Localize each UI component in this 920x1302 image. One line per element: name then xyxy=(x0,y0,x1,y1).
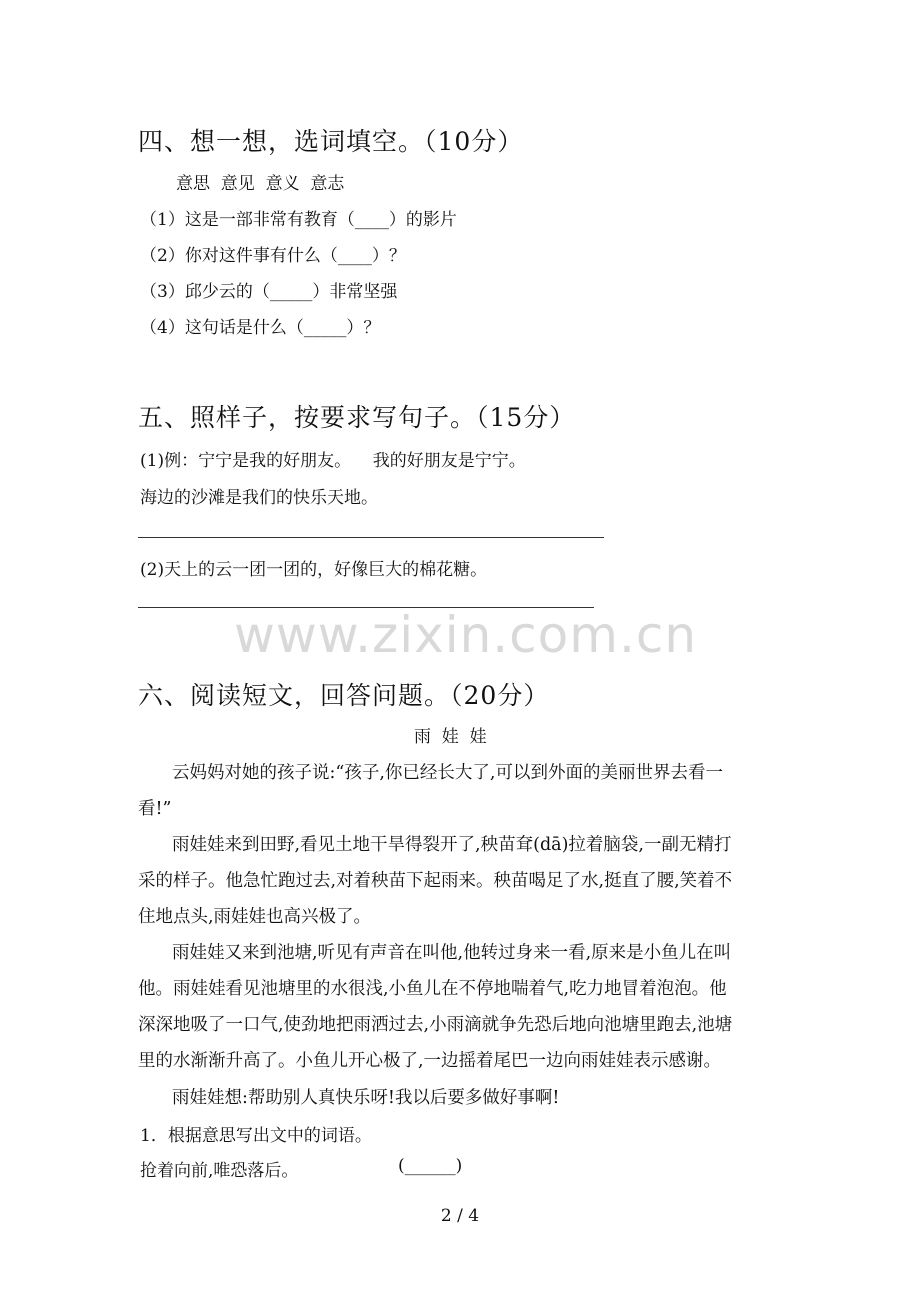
story-line: 深深地吸了一口气,使劲地把雨洒过去,小雨滴就争先恐后地向池塘里跑去,池塘 xyxy=(138,1015,733,1035)
page-number: 2 / 4 xyxy=(440,1206,480,1226)
fill-item-4: （4）这句话是什么（_____）？ xyxy=(140,318,381,338)
story-line: 雨娃娃来到田野,看见土地干旱得裂开了,秧苗耷(dā)拉着脑袋,一副无精打 xyxy=(172,835,732,855)
rewrite-example: (1)例：宁宁是我的好朋友。 我的好朋友是宁宁。 xyxy=(140,451,526,471)
story-line: 云妈妈对她的孩子说:“孩子,你已经长大了,可以到外面的美丽世界去看一 xyxy=(172,763,723,783)
story-title: 雨 娃 娃 xyxy=(414,727,487,747)
section-5-heading: 五、照样子，按要求写句子。（15分） xyxy=(138,403,576,432)
rewrite-prompt-1: 海边的沙滩是我们的快乐天地。 xyxy=(140,488,378,508)
answer-line-1[interactable] xyxy=(138,537,604,538)
section-4-heading: 四、想一想，选词填空。（10分） xyxy=(138,127,524,156)
fill-item-1: （1）这是一部非常有教育（____）的影片 xyxy=(140,210,457,230)
section-6-heading: 六、阅读短文，回答问题。（20分） xyxy=(138,681,550,710)
story-line: 看!” xyxy=(138,799,172,819)
story-line: 他。雨娃娃看见池塘里的水很浅,小鱼儿在不停地喘着气,吃力地冒着泡泡。他 xyxy=(138,979,727,999)
question-1: 1．根据意思写出文中的词语。 xyxy=(140,1126,372,1146)
story-line: 住地点头,雨娃娃也高兴极了。 xyxy=(138,907,372,927)
rewrite-prompt-2: (2)天上的云一团一团的，好像巨大的棉花糖。 xyxy=(140,560,488,580)
story-line: 雨娃娃又来到池塘,听见有声音在叫他,他转过身来一看,原来是小鱼儿在叫 xyxy=(172,943,732,963)
word-bank: 意思 意见 意义 意志 xyxy=(176,174,345,194)
story-line: 雨娃娃想:帮助别人真快乐呀!我以后要多做好事啊! xyxy=(172,1088,560,1108)
watermark: www.zixin.com.cn xyxy=(234,606,698,664)
story-line: 里的水渐渐升高了。小鱼儿开心极了,一边摇着尾巴一边向雨娃娃表示感谢。 xyxy=(138,1051,722,1071)
question-1-clue: 抢着向前,唯恐落后。 xyxy=(140,1161,299,1181)
story-line: 采的样子。他急忙跑过去,对着秧苗下起雨来。秧苗喝足了水,挺直了腰,笑着不 xyxy=(138,871,733,891)
fill-item-3: （3）邱少云的（_____）非常坚强 xyxy=(140,282,398,302)
fill-item-2: （2）你对这件事有什么（____）？ xyxy=(140,246,406,266)
question-1-blank[interactable]: (______) xyxy=(398,1156,463,1176)
